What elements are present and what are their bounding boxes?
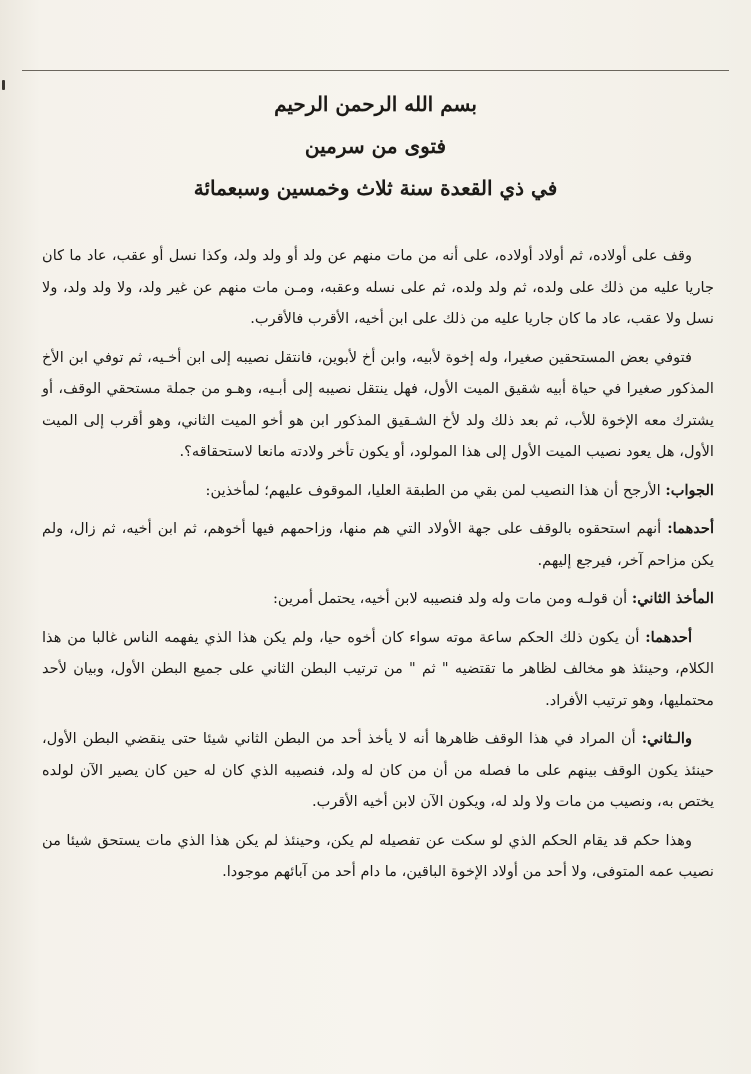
body-text (42, 240, 714, 895)
answer-text: الأرجح أن هذا النصيب لمن بقي من الطبقة العليا، الموقوف عليهم؛ لمأخذين: (205, 481, 666, 499)
first-reason-label: أحدهما: (667, 520, 714, 537)
basmala-heading: بسم الله الرحمن الرحيم (274, 92, 477, 116)
paragraph-conclusion: وهذا حكم قد يقام الحكم الذي لو سكت عن تفصيله لم يكن، وحينئذ لم يكن هذا الذي مات يستحق شيئا من نصيب عمه المتوفى، ولا أحد من أولاد الإخوة الباقين، ما دام أحد من آبائهم موجودا. (42, 831, 714, 880)
paragraph-answer (42, 475, 714, 507)
header-rule (22, 70, 729, 71)
paragraph-1: وقف على أولاده، ثم أولاد أولاده، على أنه من مات منهم عن ولد أو ولد ولد، وكذا نسل أو عقب، عاد ما كان جاريا عليه من ذلك على ولده، ثم ولد ولده، ثم على نسله وعقبه، ومـن مات منهم عن غير ولد، ولا ولد ولد، ولا نسل ولا عقب، عاد ما كان جاريا عليه من ذلك على ابن أخيه، الأقرب فالأقرب. (42, 247, 714, 327)
fatwa-date: في ذي القعدة سنة ثلاث وخمسين وسبعمائة (193, 176, 558, 200)
paragraph-2: فتوفي بعض المستحقين صغيرا، وله إخوة لأبيه، وابن أخ لأبوين، فانتقل نصيبه إلى ابن أخـيه، ثم توفي ابن الأخ المذكور صغيرا في حياة أبيه شقيق الميت الأول، فهل ينتقل نصيبه إلى أبـيه، وهـو من جملة مستحقي الوقف، أو يشترك معه الإخوة للأب، ثم بعد ذلك ولد لأخ الشـقيق المذكور ابن هو أخو الميت الثاني، وهو أقرب إلى الميت الأول، هل يعود نصيب الميت الأول إلى هذا المولود، أو يكون تأخر ولادته مانعا لاستحقاقه؟. (42, 348, 714, 460)
fatwa-title: فتوى من سرمين (304, 134, 447, 158)
paragraph-option-two (42, 723, 714, 818)
option-two-label: والـثاني: (641, 730, 692, 747)
option-two-text: أن المراد في هذا الوقف ظاهرها أنه لا يأخذ أحد من البطن الثاني شيئا حتى ينقضي البطن الأول، حينئذ يكون الوقف بينهم على ما فصله من أن من كان له ولد، فنصيبه الذي كان له حين كان يصير الآن لولده يختص به، ونصيب من مات ولا ولد له، ويكون الآن لابن أخيه الأقرب. (42, 730, 714, 810)
paragraph-second-reason (42, 583, 714, 615)
answer-label: الجواب: (665, 481, 714, 499)
paragraph-first-reason (42, 513, 714, 576)
paragraph-option-one (42, 622, 714, 717)
option-one-label: أحدهما: (645, 628, 692, 646)
first-reason-text: أنهم استحقوه بالوقف على جهة الأولاد التي هم منها، وزاحمهم فيها أخوهم، ثم ابن أخيه، ثم زال، ولم يكن مزاحم آخر، فيرجع إليهم. (42, 520, 714, 569)
option-one-text: أن يكون ذلك الحكم ساعة موته سواء كان أخوه حيا، ولم يكن هذا الذي يفهمه الناس غالبا من هذا الكلام، وحينئذ هو مخالف لظاهر ما تقتضيه " ثم " من ترتيب البطن الثاني على جميع البطن الأول، وبيان لأحد محتمليها، وهو ترتيب الأفراد. (42, 628, 714, 709)
headings-block (0, 88, 751, 204)
second-reason-text: أن قولـه ومن مات وله ولد فنصيبه لابن أخيه، يحتمل أمرين: (273, 590, 632, 607)
second-reason-label: المأخذ الثاني: (631, 590, 714, 607)
